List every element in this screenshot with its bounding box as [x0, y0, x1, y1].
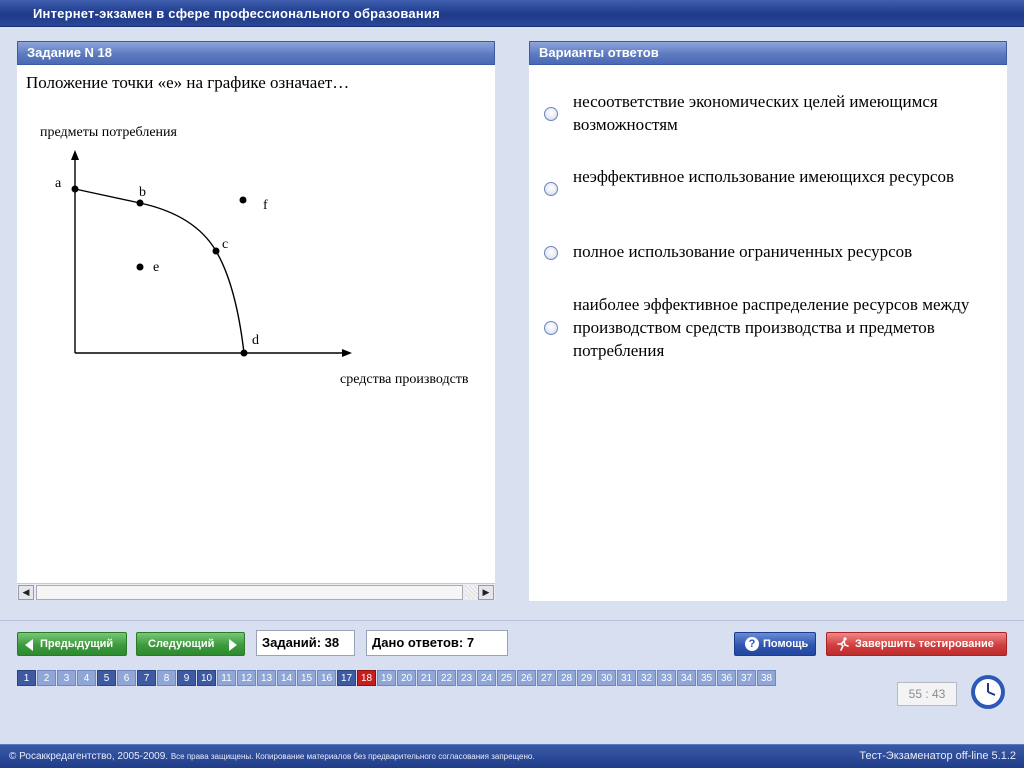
task-number-button[interactable]: 34 [677, 670, 696, 686]
task-number-button[interactable]: 22 [437, 670, 456, 686]
clock-icon [969, 673, 1007, 711]
point-d [241, 350, 248, 357]
task-number-button[interactable]: 19 [377, 670, 396, 686]
task-number-button[interactable]: 3 [57, 670, 76, 686]
horizontal-scrollbar[interactable] [17, 583, 495, 600]
copyright-text: © Росаккредагентство, 2005-2009. [9, 751, 169, 762]
task-number-button[interactable]: 28 [557, 670, 576, 686]
answers-panel-header: Варианты ответов [529, 41, 1007, 65]
x-axis-arrow-icon [342, 349, 352, 357]
task-number-button[interactable]: 10 [197, 670, 216, 686]
task-number-button[interactable]: 35 [697, 670, 716, 686]
finish-test-label: Завершить тестирование [855, 638, 994, 650]
task-number-button[interactable]: 17 [337, 670, 356, 686]
task-number-button[interactable]: 13 [257, 670, 276, 686]
task-number-button[interactable]: 11 [217, 670, 236, 686]
task-number-strip [17, 670, 777, 687]
radio-button[interactable] [544, 107, 558, 121]
ppf-graph [30, 120, 500, 395]
task-number-button[interactable]: 26 [517, 670, 536, 686]
task-number-button[interactable]: 16 [317, 670, 336, 686]
task-number-button[interactable]: 27 [537, 670, 556, 686]
task-number-button[interactable]: 2 [37, 670, 56, 686]
answered-count: Дано ответов: 7 [366, 630, 508, 656]
point-e [137, 264, 144, 271]
task-number-button[interactable]: 12 [237, 670, 256, 686]
task-number-button[interactable]: 5 [97, 670, 116, 686]
task-number-button[interactable]: 15 [297, 670, 316, 686]
running-man-icon [836, 637, 850, 659]
rights-text: Все права защищены. Копирование материалов без предварительного согласования запрещено. [170, 752, 535, 761]
task-number-button[interactable]: 9 [177, 670, 196, 686]
answer-option-label[interactable]: несоответствие экономических целей имеющимся возможностям [573, 92, 938, 134]
x-axis-label: средства производств [340, 372, 469, 387]
task-number-button[interactable]: 21 [417, 670, 436, 686]
tasks-count: Заданий: 38 [256, 630, 355, 656]
point-c [213, 248, 220, 255]
app-titlebar [0, 0, 1024, 27]
task-number-button[interactable]: 36 [717, 670, 736, 686]
point-e-label: e [153, 260, 160, 275]
task-number-button[interactable]: 38 [757, 670, 776, 686]
point-f-label: f [263, 198, 268, 213]
task-number-button[interactable]: 32 [637, 670, 656, 686]
next-button-label: Следующий [148, 638, 215, 650]
radio-button[interactable] [544, 246, 558, 260]
task-number-button[interactable]: 33 [657, 670, 676, 686]
ppf-curve [75, 189, 244, 353]
scroll-right-icon[interactable]: ▶ [478, 585, 494, 600]
task-number-button[interactable]: 4 [77, 670, 96, 686]
footer-version: Тест-Экзаменатор off-line 5.1.2 [859, 750, 1016, 762]
task-number-button[interactable]: 31 [617, 670, 636, 686]
task-number-button[interactable]: 25 [497, 670, 516, 686]
prev-button[interactable] [17, 632, 127, 656]
divider [0, 620, 1024, 621]
point-d-label: d [252, 333, 259, 348]
status-footer [0, 744, 1024, 768]
arrow-right-icon [229, 639, 237, 651]
task-number-button[interactable]: 23 [457, 670, 476, 686]
answer-option-label[interactable]: полное использование ограниченных ресурсов [573, 242, 913, 261]
point-b-label: b [139, 185, 146, 200]
y-axis-label: предметы потребления [40, 125, 177, 140]
task-number-button[interactable]: 8 [157, 670, 176, 686]
footer-copyright [9, 751, 535, 762]
app-title: Интернет-экзамен в сфере профессионального образования [33, 6, 440, 21]
arrow-left-icon [25, 639, 33, 651]
task-number-button[interactable]: 1 [17, 670, 36, 686]
radio-button[interactable] [544, 182, 558, 196]
task-number-button[interactable]: 18 [357, 670, 376, 686]
scroll-left-icon[interactable]: ◀ [18, 585, 34, 600]
radio-button[interactable] [544, 321, 558, 335]
help-button[interactable] [734, 632, 816, 656]
next-button[interactable] [136, 632, 245, 656]
prev-button-label: Предыдущий [40, 638, 114, 650]
finish-test-button[interactable] [826, 632, 1007, 656]
task-number-button[interactable]: 6 [117, 670, 136, 686]
task-panel-header: Задание N 18 [17, 41, 495, 65]
answer-option-label[interactable]: неэффективное использование имеющихся ресурсов [573, 167, 954, 186]
point-b [137, 200, 144, 207]
scrollbar-thumb[interactable] [36, 585, 463, 600]
y-axis-arrow-icon [71, 150, 79, 160]
timer-display: 55 : 43 [897, 682, 957, 706]
help-icon: ? [745, 637, 759, 651]
point-f [240, 197, 247, 204]
point-c-label: c [222, 237, 229, 252]
answer-option-label[interactable]: наиболее эффективное распределение ресурсов между производством средств производства и предметов потребления [573, 295, 970, 360]
task-number-button[interactable]: 24 [477, 670, 496, 686]
question-text: Положение точки «е» на графике означает… [26, 73, 350, 92]
task-number-button[interactable]: 7 [137, 670, 156, 686]
task-number-button[interactable]: 37 [737, 670, 756, 686]
task-number-button[interactable]: 20 [397, 670, 416, 686]
task-number-button[interactable]: 14 [277, 670, 296, 686]
point-a-label: a [55, 176, 62, 191]
help-button-label: Помощь [763, 638, 809, 650]
task-number-button[interactable]: 30 [597, 670, 616, 686]
point-a [72, 186, 79, 193]
task-number-button[interactable]: 29 [577, 670, 596, 686]
